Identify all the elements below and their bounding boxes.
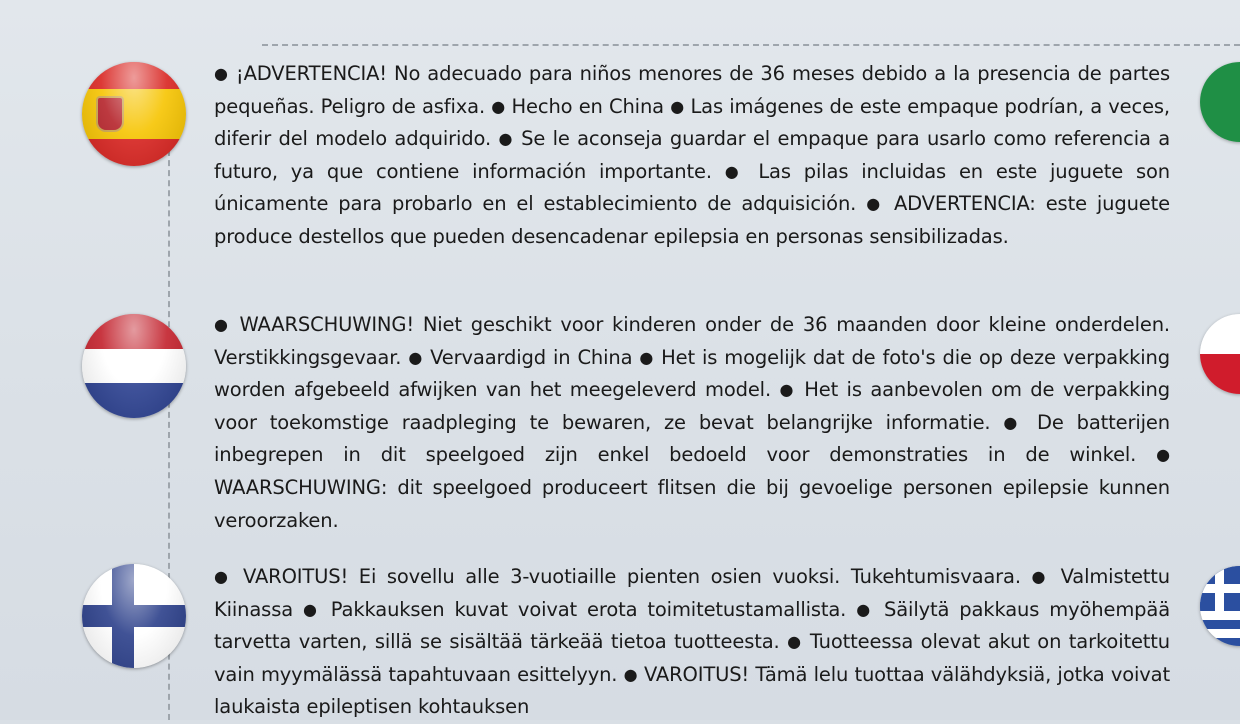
bullet-icon: ● [303, 599, 321, 619]
greece-flag-icon [1200, 566, 1240, 646]
nl-warning-small-parts: WAARSCHUWING! Niet geschikt voor kinderen onder de 36 maanden door kleine onderdelen. Verstikkingsgevaar. [214, 313, 1170, 369]
bullet-icon: ● [670, 96, 685, 116]
poland-flag-icon [1200, 314, 1240, 394]
warning-text-finnish [214, 561, 1170, 724]
es-warning-small-parts: ¡ADVERTENCIA! No adecuado para niños menores de 36 meses debido a la presencia de partes pequeñas. Peligro de asfixa. [214, 62, 1170, 118]
bullet-icon: ● [866, 194, 884, 214]
bullet-icon: ● [1003, 412, 1025, 432]
es-keep-packaging: Se le aconseja guardar el empaque para usarlo como referencia a futuro, ya que contiene información importante. [214, 127, 1170, 183]
bullet-icon: ● [1156, 445, 1170, 465]
bullet-icon: ● [724, 161, 746, 181]
es-batteries-note: Las pilas incluidas en este juguete son únicamente para probarlo en el establecimiento de adquisición. [214, 159, 1170, 216]
italy-flag-icon [1200, 62, 1240, 142]
bullet-icon: ● [639, 347, 655, 367]
bullet-icon: ● [623, 664, 638, 684]
fi-epilepsy-warning: VAROITUS! Tämä lelu tuottaa välähdyksiä, jotka voivat laukaista epileptisen kohtauksen [214, 662, 1170, 719]
warning-text-spanish [214, 58, 1170, 254]
bullet-icon: ● [1031, 567, 1050, 586]
fi-keep-packaging: Säilytä pakkaus myöhempää tarvetta varten, sillä se sisältää tärkeää tietoa tuotteesta. [214, 597, 1171, 654]
bullet-icon: ● [214, 64, 229, 83]
es-images-note: Las imágenes de este empaque podrían, a veces, diferir del modelo adquirido. [214, 94, 1170, 151]
bullet-icon: ● [856, 599, 875, 619]
fi-images-note: Pakkauksen kuvat voivat erota toimitetustamallista. [330, 597, 847, 621]
spain-flag-icon [82, 62, 186, 166]
bullet-icon: ● [787, 632, 803, 652]
es-epilepsy-warning: ADVERTENCIA: este juguete produce destellos que pueden desencadenar epilepsia en personas sensibilizadas. [214, 192, 1171, 248]
bullet-icon: ● [491, 96, 506, 116]
dashed-border-top [262, 44, 1240, 46]
fi-warning-small-parts: VAROITUS! Ei sovellu alle 3-vuotiaille pienten osien vuoksi. Tukehtumisvaara. [243, 565, 1021, 588]
bullet-icon: ● [214, 315, 231, 334]
es-made-in: Hecho en China [511, 94, 664, 118]
nl-epilepsy-warning: WAARSCHUWING: dit speelgoed produceert flitsen die bij gevoelige personen epilepsie kunnen veroorzaken. [214, 475, 1170, 532]
bullet-icon: ● [408, 347, 424, 367]
nl-keep-packaging: Het is aanbevolen om de verpakking voor toekomstige raadpleging te bewaren, ze bevat belangrijke informatie. [214, 378, 1170, 434]
finland-flag-icon [82, 564, 186, 668]
bullet-icon: ● [779, 380, 796, 400]
nl-batteries-note: De batterijen inbegrepen in dit speelgoed zijn enkel bedoeld voor demonstraties in de winkel. [214, 410, 1170, 467]
warning-text-dutch [214, 309, 1170, 537]
nl-images-note: Het is mogelijk dat de foto's die op deze verpakking worden afgebeeld afwijken van het meegeleverd model. [214, 345, 1170, 402]
fi-made-in: Valmistettu Kiinassa [214, 565, 1171, 621]
fi-batteries-note: Tuotteessa olevat akut on tarkoitettu vain myymälässä tapahtuvaan esittelyyn. [214, 630, 1171, 686]
bullet-icon: ● [214, 567, 233, 586]
netherlands-flag-icon [82, 314, 186, 418]
nl-made-in: Vervaardigd in China [430, 345, 633, 369]
bullet-icon: ● [498, 129, 514, 149]
